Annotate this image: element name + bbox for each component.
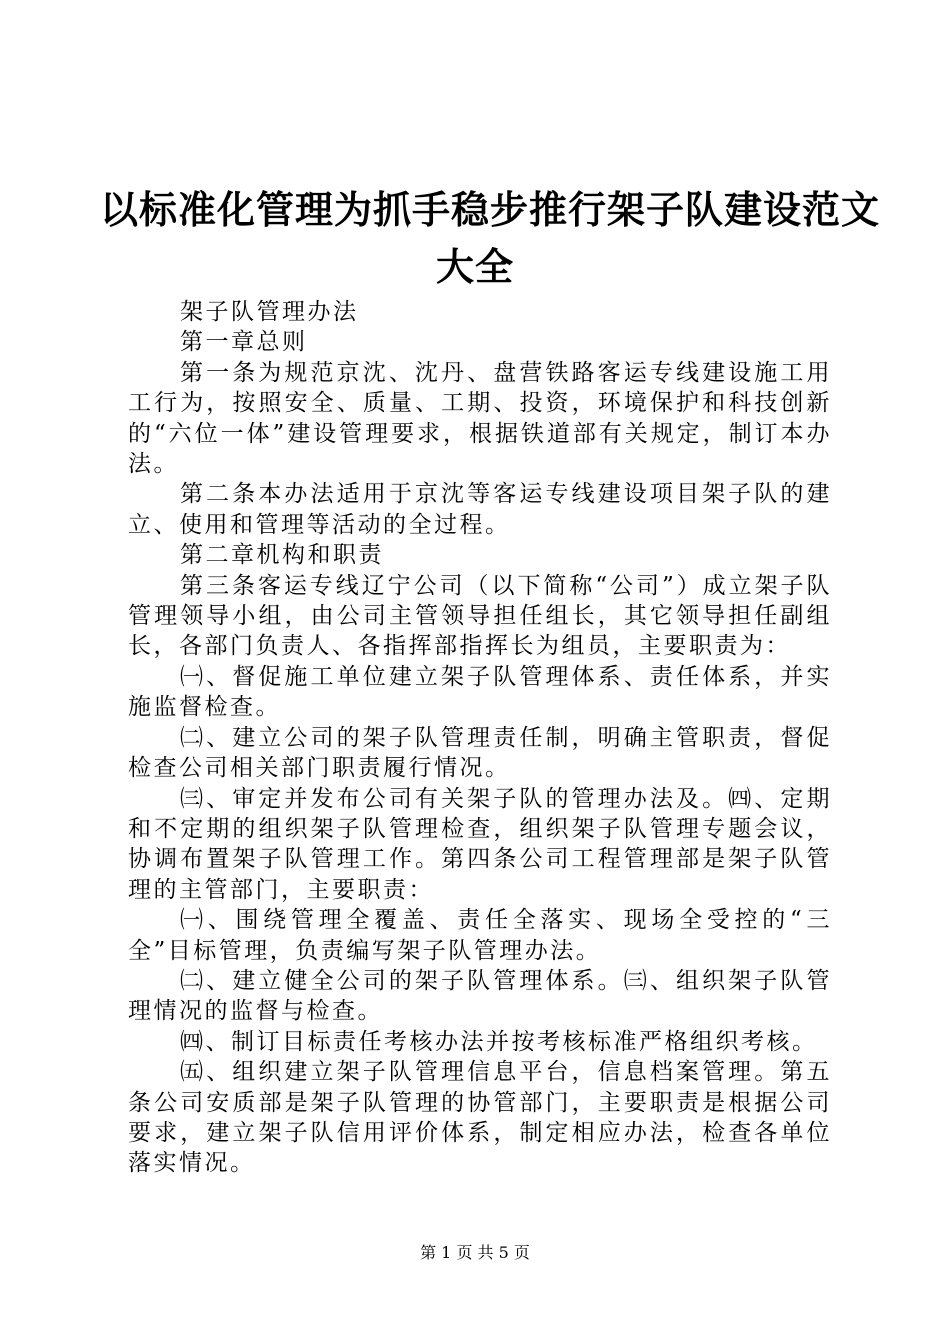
article-4-item-4: ㈣、制订目标责任考核办法并按考核标准严格组织考核。 — [180, 1028, 818, 1055]
article-3: 第三条客运专线辽宁公司（以下简称“公司”）成立架子队管理领导小组，由公司主管领导担任组长，其它领导担任副组长，各部门负责人、各指挥部指挥长为组员，主要职责为： — [128, 572, 832, 660]
list-item-3: ㈢、审定并发布公司有关架子队的管理办法及。㈣、定期和不定期的组织架子队管理检查，组织架子队管理专题会议，协调布置架子队管理工作。第四条公司工程管理部是架子队管理的主管部门，主要职责： — [128, 785, 832, 903]
article-4-item-1: ㈠、围绕管理全覆盖、责任全落实、现场全受控的“三全”目标管理，负责编写架子队管理办法。 — [128, 907, 832, 964]
list-item-1: ㈠、督促施工单位建立架子队管理体系、责任体系，并实施监督检查。 — [128, 663, 832, 721]
article-2: 第二条本办法适用于京沈等客运专线建设项目架子队的建立、使用和管理等活动的全过程。 — [128, 481, 832, 538]
chapter-2-heading: 第二章机构和职责 — [180, 542, 384, 569]
page-footer: 第 1 页 共 5 页 — [420, 1243, 530, 1262]
article-4-item-5: ㈤、组织建立架子队管理信息平台，信息档案管理。第五条公司安质部是架子队管理的协管部门，主要职责是根据公司要求，建立架子队信用评价体系，制定相应办法，检查各单位落实情况。 — [128, 1059, 832, 1177]
article-4-item-2: ㈡、建立健全公司的架子队管理体系。㈢、组织架子队管理情况的监督与检查。 — [128, 967, 832, 1025]
document-body — [128, 297, 832, 1179]
chapter-1-heading: 第一章总则 — [180, 329, 308, 356]
article-1: 第一条为规范京沈、沈丹、盘营铁路客运专线建设施工用工行为，按照安全、质量、工期、投资，环境保护和科技创新的“六位一体”建设管理要求，根据铁道部有关规定，制订本办法。 — [128, 359, 832, 478]
document-title-line-2: 大全 — [435, 245, 514, 289]
list-item-2: ㈡、建立公司的架子队管理责任制，明确主管职责，督促检查公司相关部门职责履行情况。 — [128, 724, 832, 782]
paragraph-heading: 架子队管理办法 — [180, 299, 359, 325]
document-title-line-1: 以标准化管理为抓手稳步推行架子队建设范文 — [100, 188, 881, 232]
